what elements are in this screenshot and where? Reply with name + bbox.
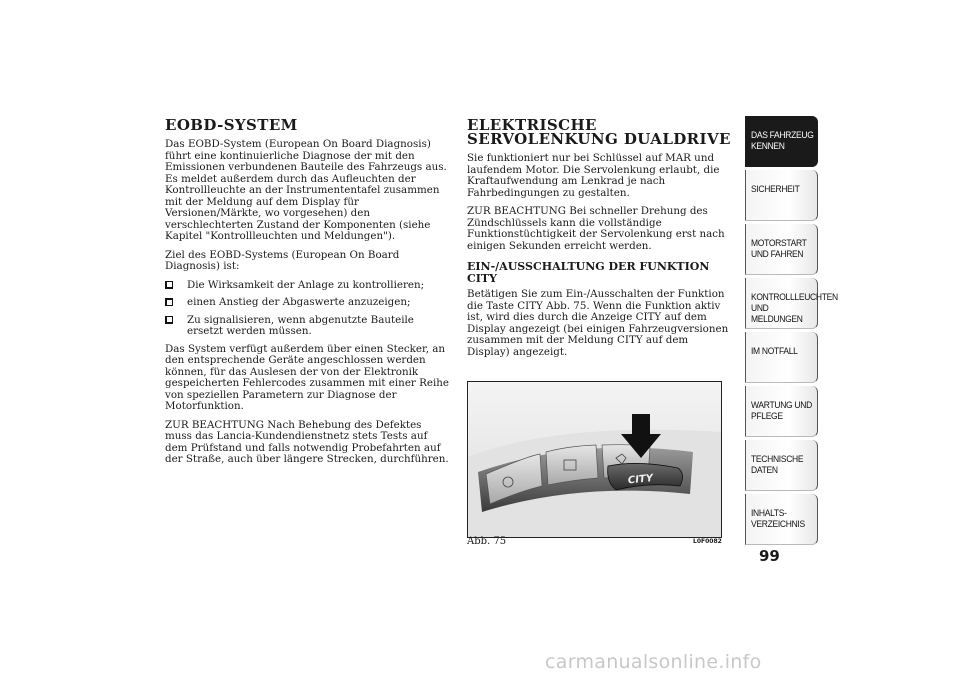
tab-label: KONTROLLLEUCHTEN UND MELDUNGEN xyxy=(751,291,838,324)
paragraph: Das EOBD-System (European On Board Diagnosis) führt eine kontinuierliche Diagnose der mit den Emissionen verbundenen Bauteile des Fahrzeugs aus. Es meldet außerdem durch das Aufleuchten der Kontrollleuchte an der Instrumententafel zusammen mit der Meldung auf dem Display für Versionen/Märkte, wo vorgesehen) den verschlechterten Zustand der Komponenten (siehe Kapitel "Kontrollleuchten und Meldungen"). xyxy=(165,138,447,242)
figure-caption: Abb. 75 xyxy=(467,536,507,547)
tab-inhaltsverzeichnis[interactable] xyxy=(745,494,818,545)
bullet-item xyxy=(165,280,450,292)
bullet-text: einen Anstieg der Abgaswerte anzuzeigen; xyxy=(187,296,411,308)
dashboard-illustration xyxy=(468,382,721,537)
tab-im-notfall[interactable] xyxy=(745,332,818,383)
figure-code: L0F0082 xyxy=(693,538,722,545)
paragraph: Das System verfügt außerdem über einen Stecker, an den entsprechende Geräte angeschlossen werden können, für das Auslesen der von der Elektronik gespeicherten Fehlercodes zusammen mit einer Reihe von speziellen Parametern zur Diagnose der Motorfunktion. xyxy=(165,342,449,412)
tab-label: DAS FAHRZEUG KENNEN xyxy=(751,129,814,151)
city-button-label: CITY xyxy=(627,472,654,487)
checkbox-bullet-icon xyxy=(165,281,173,289)
tab-technische-daten[interactable] xyxy=(745,440,818,491)
paragraph: Betätigen Sie zum Ein-/Ausschalten der Funktion die Taste CITY Abb. 75. Wenn die Funktion aktiv ist, wird dies durch die Anzeige CITY auf dem Display angezeigt (bei einigen Fahrzeugversionen zusammen mit der Meldung CITY auf dem Display) angezeigt. xyxy=(467,288,729,358)
section-heading-eobd: EOBD-SYSTEM xyxy=(165,116,298,134)
button-2 xyxy=(546,445,598,485)
paragraph: Ziel des EOBD-Systems (European On Board Diagnosis) ist: xyxy=(165,248,400,272)
page-number: 99 xyxy=(759,547,780,565)
checkbox-bullet-icon xyxy=(165,298,173,306)
bullet-text: Die Wirksamkeit der Anlage zu kontrollieren; xyxy=(187,278,425,291)
tab-label: MOTORSTART UND FAHREN xyxy=(751,237,807,259)
bullet-item xyxy=(165,297,450,309)
section-heading-servo: ELEKTRISCHE SERVOLENKUNG DUALDRIVE xyxy=(467,116,731,148)
tab-label: IM NOTFALL xyxy=(751,345,798,356)
paragraph: Sie funktioniert nur bei Schlüssel auf MAR und laufendem Motor. Die Servolenkung erlaubt, die Kraftaufwendung am Lenkrad je nach Fahrbedingungen zu gestalten. xyxy=(467,152,720,199)
right-column xyxy=(467,118,732,365)
paragraph: ZUR BEACHTUNG Nach Behebung des Defektes muss das Lancia-Kundendienstnetz stets Tests auf dem Prüfstand und falls notwendig Probefahrten auf der Straße, auch über längere Strecken, durchführen. xyxy=(165,418,449,465)
tab-kontrollleuchten[interactable] xyxy=(745,278,838,329)
tab-motorstart-und-fahren[interactable] xyxy=(745,224,818,275)
figure-city-button xyxy=(467,381,722,538)
checkbox-bullet-icon xyxy=(165,316,173,324)
tab-label: SICHERHEIT xyxy=(751,183,800,194)
tab-sicherheit[interactable] xyxy=(745,170,818,221)
tab-label: WARTUNG UND PFLEGE xyxy=(751,399,812,421)
watermark: carmanualsonline.info xyxy=(545,651,762,673)
bullet-item xyxy=(165,315,450,338)
tab-das-fahrzeug-kennen[interactable] xyxy=(745,116,818,167)
tab-label: TECHNISCHE DATEN xyxy=(751,453,804,475)
tab-label: INHALTS-VERZEICHNIS xyxy=(751,507,805,529)
left-column xyxy=(165,118,450,473)
bullet-text: Zu signalisieren, wenn abgenutzte Bauteile ersetzt werden müssen. xyxy=(187,313,414,337)
tab-wartung-und-pflege[interactable] xyxy=(745,386,818,437)
chapter-tabs xyxy=(745,116,838,548)
paragraph: ZUR BEACHTUNG Bei schneller Drehung des Zündschlüssels kann die vollständige Funktionstüchtigkeit der Servolenkung erst nach einigen Sekunden erreicht werden. xyxy=(467,205,725,252)
subheading-city: EIN-/AUSSCHALTUNG DER FUNKTION CITY xyxy=(467,260,710,285)
